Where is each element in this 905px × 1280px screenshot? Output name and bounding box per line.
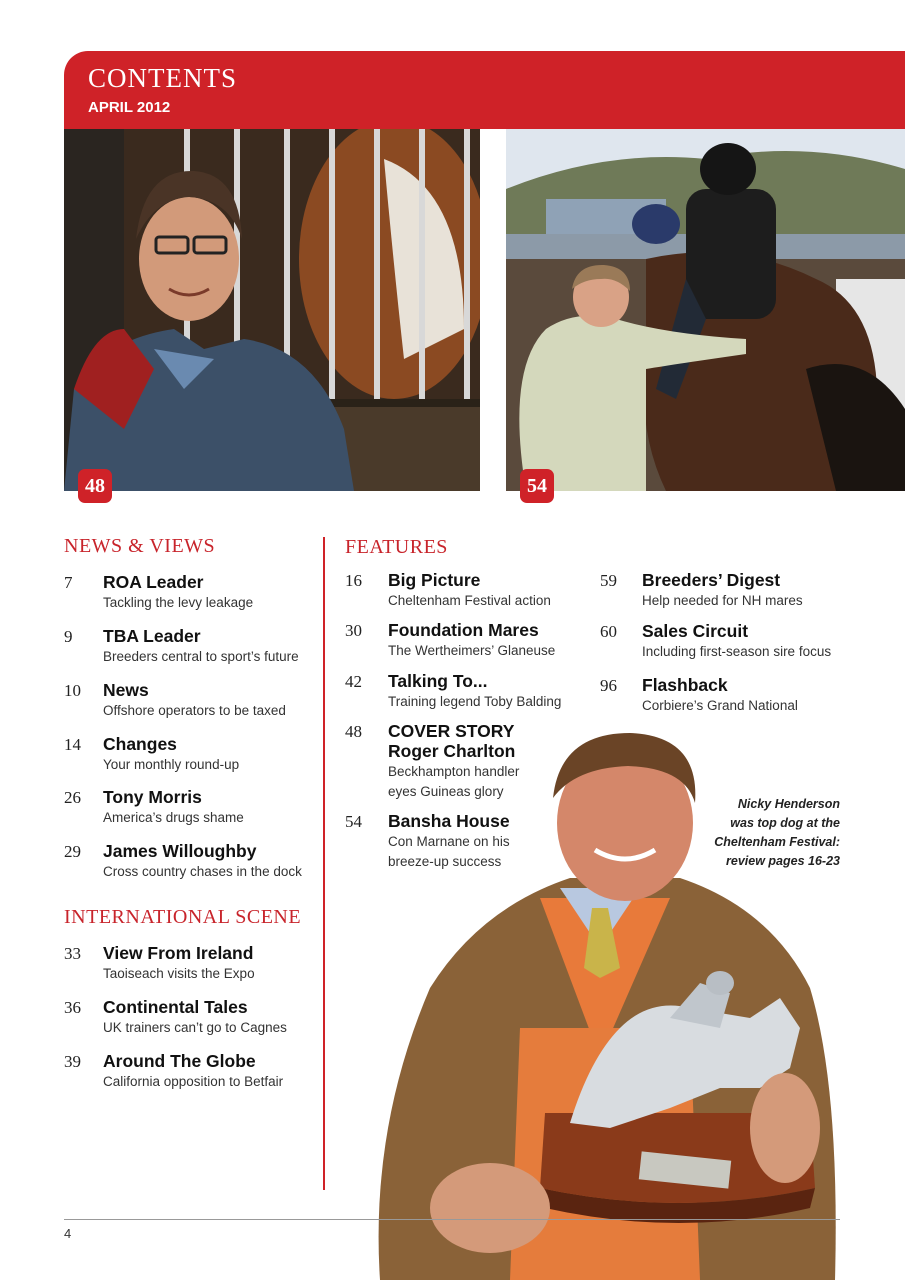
page-title: CONTENTS [88, 63, 237, 93]
entry-description: Help needed for NH mares [642, 593, 803, 608]
entry-page-number: 14 [64, 735, 81, 754]
entry-page-number: 48 [345, 722, 362, 741]
footer-rule [64, 1219, 840, 1220]
caption-line: was top dog at the [730, 816, 840, 830]
entry-description: Con Marnane on his [388, 834, 510, 849]
contents-entry[interactable] [64, 944, 314, 988]
page-badge-48: 48 [78, 469, 112, 503]
contents-entry[interactable] [64, 1052, 314, 1096]
entry-title: Flashback [642, 675, 728, 695]
entry-page-number: 54 [345, 812, 362, 831]
contents-entry[interactable] [345, 672, 585, 716]
entry-page-number: 33 [64, 944, 81, 963]
entry-page-number: 60 [600, 622, 617, 641]
entry-description: Including first-season sire focus [642, 644, 832, 659]
contents-entry[interactable] [345, 571, 585, 615]
entry-description: Your monthly round-up [103, 757, 240, 772]
entry-page-number: 10 [64, 681, 81, 700]
page-number: 4 [64, 1226, 72, 1241]
contents-entry[interactable] [64, 627, 314, 671]
entry-page-number: 26 [64, 788, 81, 807]
issue-date: APRIL 2012 [88, 99, 171, 116]
entry-description: The Wertheimers’ Glaneuse [388, 643, 556, 658]
caption-line: review pages 16-23 [726, 854, 840, 868]
entry-description: Training legend Toby Balding [388, 694, 562, 709]
entry-title: Talking To... [388, 671, 488, 691]
section-heading-international: INTERNATIONAL SCENE [64, 906, 302, 928]
section-heading-features: FEATURES [345, 536, 448, 558]
contents-entry[interactable] [64, 735, 314, 779]
column-divider [323, 537, 325, 1190]
entry-title: Roger Charlton [388, 741, 516, 761]
caption-line: Cheltenham Festival: [714, 835, 840, 849]
entry-page-number: 39 [64, 1052, 81, 1071]
photo-caption [690, 795, 840, 871]
entry-page-number: 16 [345, 571, 362, 590]
entry-description: Beckhampton handler [388, 764, 520, 779]
contents-entry[interactable] [345, 621, 585, 665]
entry-page-number: 59 [600, 571, 617, 590]
entry-title: ROA Leader [103, 572, 204, 592]
entry-title: Continental Tales [103, 997, 248, 1017]
entry-description: Offshore operators to be taxed [103, 703, 286, 718]
caption-line: Nicky Henderson [737, 797, 840, 811]
entry-title: Tony Morris [103, 787, 202, 807]
entry-page-number: 9 [64, 627, 73, 646]
entry-page-number: 30 [345, 621, 362, 640]
entry-description: Breeders central to sport’s future [103, 649, 299, 664]
contents-entry[interactable] [600, 622, 840, 666]
entry-description: Taoiseach visits the Expo [103, 966, 255, 981]
entry-description: Corbiere’s Grand National [642, 698, 798, 713]
entry-description: breeze-up success [388, 854, 502, 869]
entry-description: California opposition to Betfair [103, 1074, 284, 1089]
page-badge-54: 54 [520, 469, 554, 503]
entry-title: View From Ireland [103, 943, 254, 963]
entry-title: Foundation Mares [388, 620, 539, 640]
entry-page-number: 7 [64, 573, 73, 592]
entry-title: Around The Globe [103, 1051, 256, 1071]
entry-page-number: 36 [64, 998, 81, 1017]
contents-header [64, 51, 905, 129]
entry-description: eyes Guineas glory [388, 784, 504, 799]
entry-title: News [103, 680, 149, 700]
contents-entry[interactable] [64, 842, 314, 886]
entry-title: James Willoughby [103, 841, 257, 861]
contents-entry[interactable] [345, 812, 545, 874]
entry-description: Cross country chases in the dock [103, 864, 302, 879]
contents-entry[interactable] [64, 998, 314, 1042]
entry-title: Bansha House [388, 811, 510, 831]
entry-description: America’s drugs shame [103, 810, 244, 825]
contents-entry[interactable] [64, 681, 314, 725]
contents-entry[interactable] [600, 571, 840, 615]
section-heading-news-views: NEWS & VIEWS [64, 535, 216, 557]
entry-title: Big Picture [388, 570, 481, 590]
entry-description: Cheltenham Festival action [388, 593, 551, 608]
contents-entry-cover-story[interactable] [345, 722, 545, 804]
entry-title: Sales Circuit [642, 621, 749, 641]
entry-page-number: 42 [345, 672, 362, 691]
entry-page-number: 29 [64, 842, 81, 861]
cover-story-label: COVER STORY [388, 721, 515, 741]
entry-title: Changes [103, 734, 177, 754]
entry-description: UK trainers can’t go to Cagnes [103, 1020, 287, 1035]
contents-entry[interactable] [600, 676, 840, 720]
contents-entry[interactable] [64, 788, 314, 832]
photo-bansha-house [506, 129, 905, 491]
contents-entry[interactable] [64, 573, 314, 617]
photo-roger-charlton [64, 129, 480, 491]
entry-description: Tackling the levy leakage [103, 595, 254, 610]
entry-title: TBA Leader [103, 626, 201, 646]
entry-page-number: 96 [600, 676, 617, 695]
entry-title: Breeders’ Digest [642, 570, 781, 590]
